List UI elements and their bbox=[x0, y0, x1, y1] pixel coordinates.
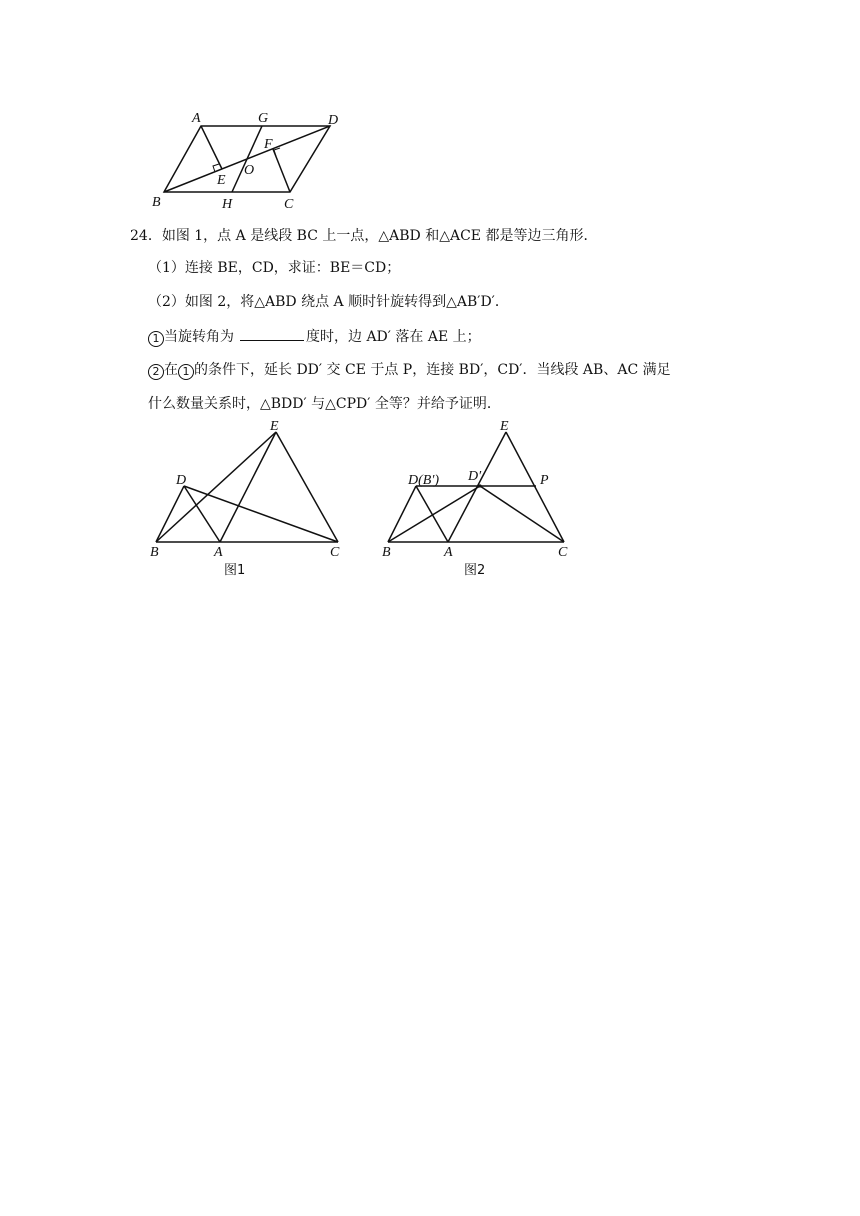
fig1-label-a: A bbox=[214, 545, 223, 560]
sub-question-1 bbox=[148, 326, 481, 347]
part-2-text: （2）如图 2，将△ABD 绕点 A 顺时针旋转得到△AB′D′． bbox=[148, 294, 509, 310]
part-1 bbox=[148, 258, 400, 278]
sub-2-line2: 什么数量关系时，△BDD′ 与△CPD′ 全等？并给予证明． bbox=[148, 396, 501, 412]
fig2-label-a: A bbox=[444, 545, 453, 560]
part-1-text: （1）连接 BE，CD，求证：BE＝CD； bbox=[148, 260, 401, 276]
fig2-segment-cd-prime bbox=[480, 486, 564, 542]
fig2-caption: 图2 bbox=[464, 563, 486, 578]
circled-number-1-ref: 1 bbox=[178, 364, 194, 380]
label-b: B bbox=[152, 195, 161, 210]
figure-1-diagram bbox=[140, 418, 350, 580]
figure-2 bbox=[374, 418, 584, 580]
label-g: G bbox=[258, 111, 269, 126]
parallelogram-diagram bbox=[140, 108, 360, 214]
figure-2-diagram bbox=[374, 418, 584, 580]
circled-number-1: 1 bbox=[148, 331, 164, 347]
label-d: D bbox=[328, 113, 339, 128]
sub-1-post: 度时，边 AD′ 落在 AE 上； bbox=[306, 329, 481, 345]
fig1-label-e: E bbox=[270, 419, 279, 434]
figure-1 bbox=[140, 418, 350, 580]
fig2-label-e: E bbox=[500, 419, 509, 434]
part-2 bbox=[148, 292, 509, 312]
problem-number: 24． bbox=[130, 228, 162, 244]
fig2-segment-da bbox=[416, 486, 448, 542]
sub-question-2-cont bbox=[148, 394, 501, 414]
segment-cd bbox=[184, 486, 338, 542]
label-o: O bbox=[244, 163, 255, 178]
sub-question-2 bbox=[148, 360, 671, 380]
fig2-label-d-prime: D′ bbox=[468, 469, 482, 484]
sub-2-pre: 在 bbox=[164, 362, 178, 378]
segment-gh bbox=[232, 126, 262, 192]
segment-bd bbox=[156, 486, 184, 542]
fig2-label-b: B bbox=[382, 545, 391, 560]
segment-da bbox=[184, 486, 220, 542]
sub-1-pre: 当旋转角为 bbox=[164, 329, 234, 345]
fig2-label-d-b-prime: D(B′) bbox=[408, 473, 440, 488]
circled-number-2: 2 bbox=[148, 364, 164, 380]
fig1-label-d: D bbox=[176, 473, 187, 488]
fig2-label-c: C bbox=[558, 545, 568, 560]
segment-ec bbox=[276, 432, 338, 542]
problem-statement-text: 如图 1，点 A 是线段 BC 上一点，△ABD 和△ACE 都是等边三角形． bbox=[161, 228, 598, 244]
segment-ae bbox=[220, 432, 276, 542]
segment-be bbox=[156, 432, 276, 542]
fig1-caption: 图1 bbox=[224, 563, 246, 578]
fig2-point-d-prime bbox=[478, 484, 481, 487]
fig1-label-b: B bbox=[150, 545, 159, 560]
label-e: E bbox=[217, 173, 226, 188]
parallelogram-figure bbox=[140, 108, 360, 214]
sub-2-line1: 的条件下，延长 DD′ 交 CE 于点 P，连接 BD′，CD′．当线段 AB、AC 满足 bbox=[194, 362, 671, 378]
label-h: H bbox=[222, 197, 233, 212]
label-a: A bbox=[192, 111, 201, 126]
problem-statement bbox=[130, 226, 597, 246]
fig2-segment-ec bbox=[506, 432, 564, 542]
answer-blank[interactable] bbox=[240, 326, 304, 341]
fig2-label-p: P bbox=[540, 473, 549, 488]
label-c: C bbox=[284, 197, 294, 212]
label-f: F bbox=[264, 137, 273, 152]
segment-ae bbox=[201, 126, 222, 169]
fig1-label-c: C bbox=[330, 545, 340, 560]
